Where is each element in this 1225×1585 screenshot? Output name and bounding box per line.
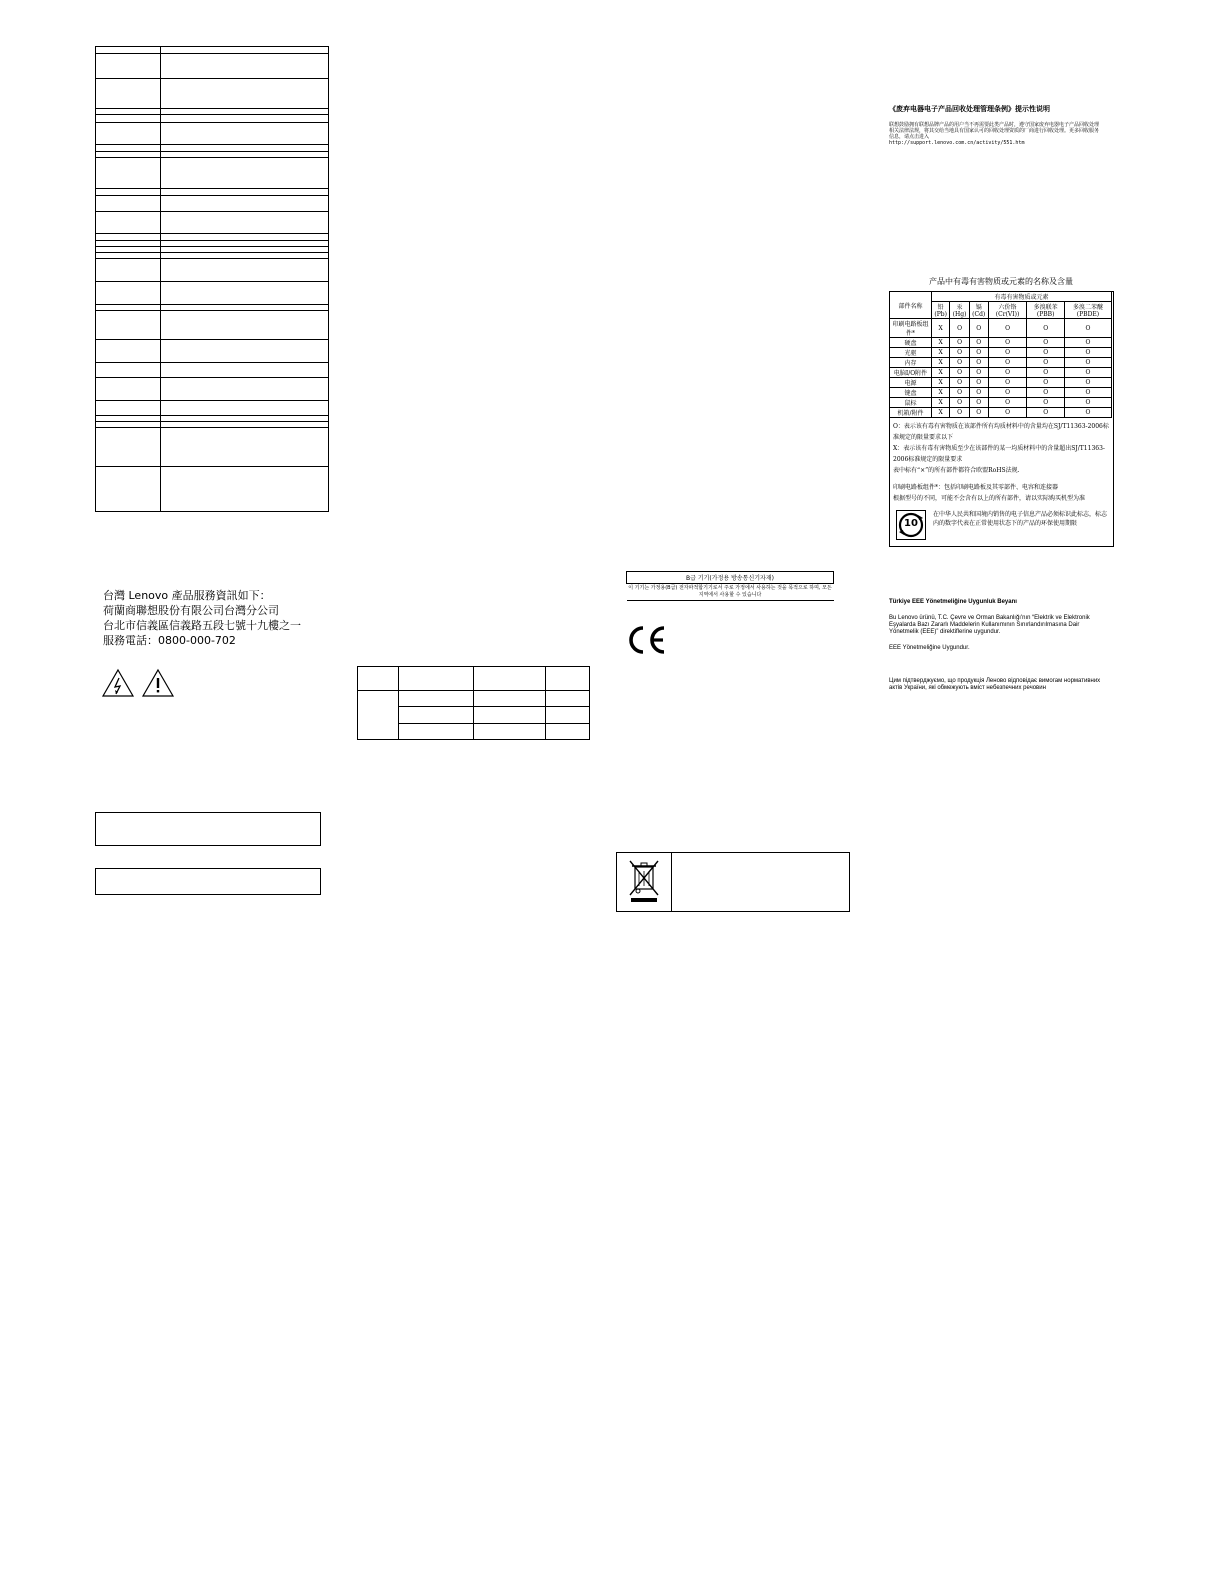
table-row [96,363,329,378]
turkey-title: Türkiye EEE Yönetmeliğine Uygunluk Beyanı [889,599,1017,605]
hazard-note: 印刷电路板组件*：包括印刷电路板及其零部件、电容和连接器 [893,484,1059,491]
hazard-value-cell: O [950,319,970,338]
hazard-value-cell: O [950,338,970,348]
table-row [890,388,1112,398]
hazard-value-cell: O [969,388,988,398]
table-row [96,79,329,109]
hazard-value-cell: O [988,358,1027,368]
hazard-substance-header: 六价铬(Cr(VI)) [988,302,1027,319]
table-row [96,47,329,54]
spec-table [95,46,329,512]
table-row [890,378,1112,388]
korea-notice-table [626,571,834,601]
table-row [96,189,329,196]
china-recycling-notice [889,104,1103,146]
hazard-value-cell: O [988,368,1027,378]
hazard-part-name: 键盘 [890,388,932,398]
hazard-part-name: 硬盘 [890,338,932,348]
hazard-table [889,291,1112,418]
hazard-value-cell: O [950,408,970,418]
hazard-section-title: 产品中有毒有害物质或元素的名称及含量 [929,277,1073,286]
table-row [96,212,329,234]
taiwan-contact [103,588,353,648]
turkey-line2: EEE Yönetmeliğine Uygundur. [889,645,970,651]
hazard-value-cell: O [1064,368,1111,378]
table-row [358,691,590,707]
hazard-substance-header: 镉(Cd) [969,302,988,319]
empty-notice-box [95,868,321,895]
weee-bin-cell [617,853,672,911]
hazard-value-cell: O [950,348,970,358]
hazard-value-cell: O [1064,348,1111,358]
table-row [96,259,329,282]
spec-table-container [95,46,329,512]
hazard-value-cell: X [932,319,950,338]
hazard-note: 表中标有“×”的所有部件都符合欧盟RoHS法规. [893,467,1020,474]
hazard-value-cell: O [1027,358,1065,368]
hazard-value-cell: X [932,368,950,378]
hazard-substance-header: 汞(Hg) [950,302,970,319]
table-row [890,338,1112,348]
hazard-value-cell: O [1027,408,1065,418]
table-row [96,54,329,79]
hazard-value-cell: O [1064,378,1111,388]
china-recycling-link[interactable]: http://support.lenovo.com.cn/activity/551.htm [889,140,1025,146]
table-row [96,401,329,416]
hazard-part-name: 光驱 [890,348,932,358]
table-row [627,584,834,601]
table-row [890,319,1112,338]
hazard-value-cell: O [1027,378,1065,388]
hazard-value-cell: O [988,378,1027,388]
table-row [96,378,329,401]
hazard-part-name: 机箱/附件 [890,408,932,418]
hazard-note: O：表示该有毒有害物质在该部件所有均质材料中的含量均在SJ/T11363-2006标准规定的限量要求以下 [893,423,1109,441]
hazard-note: 根据型号的不同，可能不会含有以上的所有部件，请以实际购买机型为准 [893,495,1086,502]
korea-notice-body: 이 기기는 가정용(B급) 전자파적합기기로서 주로 가정에서 사용하는 것을 목적으로 하며, 모든 지역에서 사용할 수 있습니다 [627,584,834,601]
table-row [96,340,329,363]
hazard-substance-header: 多溴二苯醚(PBDE) [1064,302,1111,319]
table-row [890,368,1112,378]
table-row [96,234,329,241]
taiwan-contact-line: 服務電話：0800-000-702 [103,634,236,647]
crossed-bin-icon [617,853,671,911]
epup-text: 在中华人民共和国境内销售的电子信息产品必须标识此标志，标志内的数字代表在正常使用状态下的产品的环保使用期限 [933,511,1108,527]
taiwan-contact-line: 台北市信義區信義路五段七號十九樓之一 [103,619,301,632]
hazard-value-cell: O [1027,348,1065,358]
hazard-notes [890,418,1113,504]
table-row [890,398,1112,408]
weee-notice [616,852,850,912]
hazard-value-cell: O [950,398,970,408]
hazard-value-cell: O [950,378,970,388]
hazard-value-cell: O [1027,368,1065,378]
hazard-value-cell: X [932,338,950,348]
table-row [96,428,329,467]
table-row [627,572,834,584]
hazard-value-cell: O [969,338,988,348]
table-row [96,282,329,305]
ce-mark-icon [626,624,668,656]
turkey-notice [889,599,1103,652]
hazard-value-cell: O [988,348,1027,358]
hazard-value-cell: O [969,319,988,338]
taiwan-contact-line: 台灣 Lenovo 產品服務資訊如下： [103,589,271,602]
hazard-part-name: 电源 [890,378,932,388]
hazard-value-cell: O [1064,408,1111,418]
hazard-part-name: 电脑I/O附件 [890,368,932,378]
hazard-value-cell: O [988,319,1027,338]
hazard-value-cell: O [988,398,1027,408]
table-row [96,467,329,512]
hazard-value-cell: O [1027,319,1065,338]
hazard-substance-header: 多溴联苯(PBB) [1027,302,1065,319]
turkey-body: Bu Lenovo ürünü, T.C. Çevre ve Orman Bakanlığı'nın “Elektrik ve Elektronik Eşyalarda Bazı Zararlı Maddelerin Kullanımının Sınırlandırılmasına Dair Yönetmelik (EEE)” direktiflerine uygundur. [889,615,1090,635]
small-table-container [357,666,590,740]
hazard-group-header: 有毒有害物质或元素 [932,292,1112,302]
hazard-value-cell: O [969,368,988,378]
table-row [96,115,329,123]
table-row [890,292,1112,302]
table-row [890,348,1112,358]
hazard-value-cell: O [1027,398,1065,408]
hazard-value-cell: O [1064,388,1111,398]
hazard-part-header: 部件名称 [890,292,932,319]
hazard-value-cell: X [932,348,950,358]
korea-notice [626,571,834,601]
china-recycling-title: 《废弃电器电子产品回收处理管理条例》提示性说明 [889,105,1050,113]
ce-mark [626,624,668,660]
table-row [96,123,329,145]
table-row [358,667,590,691]
table-row [96,196,329,212]
hazard-part-name: 印刷电路板组件* [890,319,932,338]
korea-notice-header: B급 기기(가정용 방송통신기자재) [627,572,834,584]
table-row [96,145,329,152]
hazard-note: X：表示该有毒有害物质至少在该部件的某一均质材料中的含量超出SJ/T11363-2006标准规定的限量要求 [893,445,1105,463]
table-row [96,311,329,340]
hazard-value-cell: O [1064,319,1111,338]
hazard-value-cell: O [1027,338,1065,348]
hazard-part-name: 鼠标 [890,398,932,408]
hazard-value-cell: O [969,348,988,358]
empty-notice-box [95,812,321,846]
china-recycling-body: 联想鼓励拥有联想品牌产品的用户当不再需要此类产品时，遵守国家废弃电器电子产品回收处理相关法律法规，将其交给当地具有国家认可的回收处理资质的厂商进行回收处理。更多回收服务信息，请点击进入 [889,122,1100,140]
hazard-value-cell: O [988,388,1027,398]
table-row [890,408,1112,418]
table-row [890,358,1112,368]
hazard-value-cell: O [969,408,988,418]
hazard-value-cell: O [950,358,970,368]
hazard-value-cell: O [1064,358,1111,368]
taiwan-contact-line: 荷蘭商聯想股份有限公司台灣分公司 [103,604,279,617]
hazard-value-cell: O [969,398,988,408]
caution-icon [141,668,175,702]
electric-hazard-icon [101,668,135,702]
hazard-value-cell: O [1064,398,1111,408]
hazard-value-cell: X [932,398,950,408]
hazard-value-cell: O [969,378,988,388]
hazard-value-cell: O [950,388,970,398]
small-table [357,666,590,740]
hazard-value-cell: O [1064,338,1111,348]
hazard-value-cell: X [932,378,950,388]
hazard-value-cell: O [988,408,1027,418]
hazard-value-cell: X [932,388,950,398]
hazard-part-name: 内存 [890,358,932,368]
hazard-section [889,291,1114,547]
epup-logo-icon [896,510,926,540]
hazard-value-cell: O [988,338,1027,348]
hazard-value-cell: X [932,358,950,368]
hazard-value-cell: O [1027,388,1065,398]
epup-block [896,510,1108,528]
table-row [96,158,329,189]
epup-number: 10 [904,518,918,529]
ukraine-notice: Цим підтверджуємо, що продукція Леново відповідає вимогам нормативних актів України, які обмежують вміст небезпечних речовин [889,678,1101,691]
hazard-value-cell: O [950,368,970,378]
hazard-value-cell: O [969,358,988,368]
hazard-substance-header: 铅(Pb) [932,302,950,319]
hazard-value-cell: X [932,408,950,418]
